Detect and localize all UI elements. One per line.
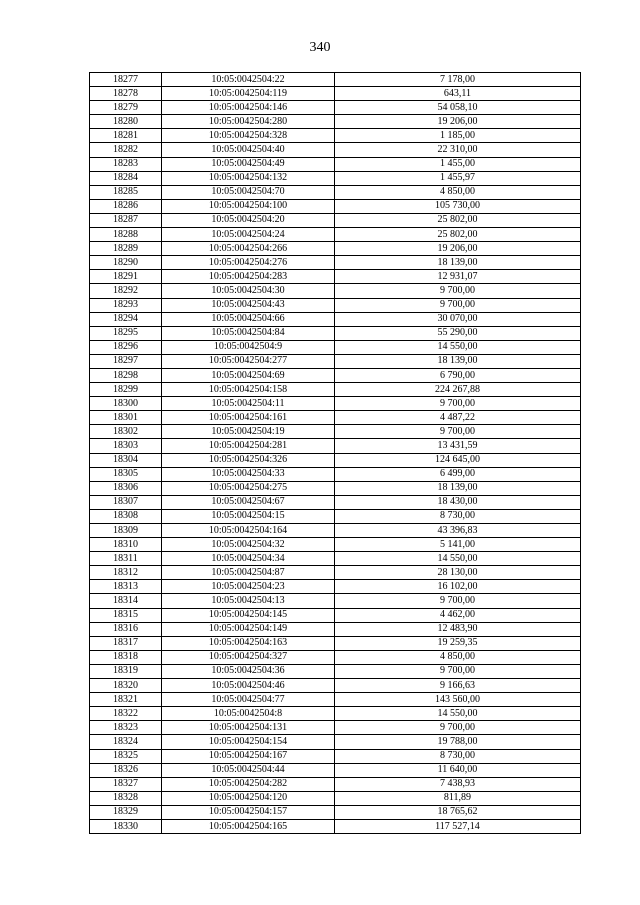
cadastral-number-cell: 10:05:0042504:43	[162, 298, 335, 312]
cadastral-number-cell: 10:05:0042504:120	[162, 791, 335, 805]
table-row	[90, 185, 581, 199]
cadastral-value-cell: 4 487,22	[335, 411, 581, 425]
cadastral-value-cell: 18 765,62	[335, 805, 581, 819]
table-body	[90, 73, 581, 834]
table-row	[90, 242, 581, 256]
row-number-cell: 18284	[90, 171, 162, 185]
cadastral-value-cell: 4 462,00	[335, 608, 581, 622]
page-number: 340	[309, 40, 331, 55]
table-row	[90, 397, 581, 411]
cadastral-value-cell: 4 850,00	[335, 650, 581, 664]
row-number-cell: 18328	[90, 791, 162, 805]
cadastral-number-cell: 10:05:0042504:131	[162, 721, 335, 735]
cadastral-value-cell: 12 483,90	[335, 622, 581, 636]
row-number-cell: 18279	[90, 101, 162, 115]
cadastral-value-cell: 7 438,93	[335, 777, 581, 791]
cadastral-number-cell: 10:05:0042504:283	[162, 270, 335, 284]
cadastral-number-cell: 10:05:0042504:158	[162, 383, 335, 397]
table-row	[90, 115, 581, 129]
cadastral-number-cell: 10:05:0042504:164	[162, 524, 335, 538]
table-row	[90, 354, 581, 368]
row-number-cell: 18311	[90, 552, 162, 566]
cadastral-value-cell: 18 139,00	[335, 481, 581, 495]
row-number-cell: 18329	[90, 805, 162, 819]
cadastral-value-cell: 224 267,88	[335, 383, 581, 397]
cadastral-value-cell: 1 185,00	[335, 129, 581, 143]
cadastral-value-cell: 19 788,00	[335, 735, 581, 749]
cadastral-number-cell: 10:05:0042504:87	[162, 566, 335, 580]
table-row	[90, 87, 581, 101]
cadastral-value-cell: 25 802,00	[335, 228, 581, 242]
cadastral-value-cell: 9 700,00	[335, 298, 581, 312]
cadastral-value-cell: 22 310,00	[335, 143, 581, 157]
cadastral-value-cell: 117 527,14	[335, 819, 581, 833]
table-row	[90, 566, 581, 580]
row-number-cell: 18303	[90, 439, 162, 453]
table-row	[90, 509, 581, 523]
table-row	[90, 679, 581, 693]
cadastral-value-cell: 1 455,97	[335, 171, 581, 185]
row-number-cell: 18314	[90, 594, 162, 608]
table-row	[90, 749, 581, 763]
cadastral-number-cell: 10:05:0042504:44	[162, 763, 335, 777]
cadastral-value-table	[89, 72, 581, 834]
row-number-cell: 18315	[90, 608, 162, 622]
row-number-cell: 18282	[90, 143, 162, 157]
row-number-cell: 18290	[90, 256, 162, 270]
row-number-cell: 18323	[90, 721, 162, 735]
row-number-cell: 18327	[90, 777, 162, 791]
table-row	[90, 270, 581, 284]
cadastral-number-cell: 10:05:0042504:282	[162, 777, 335, 791]
table-row	[90, 524, 581, 538]
table-row	[90, 495, 581, 509]
row-number-cell: 18291	[90, 270, 162, 284]
table-row	[90, 693, 581, 707]
table-row	[90, 636, 581, 650]
row-number-cell: 18325	[90, 749, 162, 763]
cadastral-number-cell: 10:05:0042504:67	[162, 495, 335, 509]
table-row	[90, 594, 581, 608]
cadastral-number-cell: 10:05:0042504:70	[162, 185, 335, 199]
table-row	[90, 538, 581, 552]
cadastral-number-cell: 10:05:0042504:69	[162, 368, 335, 382]
cadastral-number-cell: 10:05:0042504:276	[162, 256, 335, 270]
row-number-cell: 18313	[90, 580, 162, 594]
table-row	[90, 326, 581, 340]
cadastral-value-cell: 12 931,07	[335, 270, 581, 284]
cadastral-value-cell: 19 206,00	[335, 115, 581, 129]
table-row	[90, 383, 581, 397]
cadastral-number-cell: 10:05:0042504:266	[162, 242, 335, 256]
cadastral-value-cell: 14 550,00	[335, 340, 581, 354]
row-number-cell: 18281	[90, 129, 162, 143]
row-number-cell: 18316	[90, 622, 162, 636]
table-row	[90, 608, 581, 622]
cadastral-value-cell: 11 640,00	[335, 763, 581, 777]
cadastral-value-cell: 8 730,00	[335, 749, 581, 763]
cadastral-value-cell: 28 130,00	[335, 566, 581, 580]
table-row	[90, 256, 581, 270]
cadastral-value-cell: 4 850,00	[335, 185, 581, 199]
row-number-cell: 18321	[90, 693, 162, 707]
row-number-cell: 18298	[90, 368, 162, 382]
table-row	[90, 101, 581, 115]
cadastral-number-cell: 10:05:0042504:19	[162, 425, 335, 439]
row-number-cell: 18330	[90, 819, 162, 833]
table-row	[90, 213, 581, 227]
row-number-cell: 18312	[90, 566, 162, 580]
table-row	[90, 819, 581, 833]
table-row	[90, 777, 581, 791]
cadastral-number-cell: 10:05:0042504:154	[162, 735, 335, 749]
cadastral-value-cell: 105 730,00	[335, 199, 581, 213]
row-number-cell: 18285	[90, 185, 162, 199]
cadastral-value-cell: 16 102,00	[335, 580, 581, 594]
cadastral-number-cell: 10:05:0042504:328	[162, 129, 335, 143]
row-number-cell: 18306	[90, 481, 162, 495]
table-row	[90, 721, 581, 735]
table-row	[90, 199, 581, 213]
row-number-cell: 18318	[90, 650, 162, 664]
row-number-cell: 18278	[90, 87, 162, 101]
table-row	[90, 622, 581, 636]
table-row	[90, 735, 581, 749]
cadastral-number-cell: 10:05:0042504:165	[162, 819, 335, 833]
cadastral-number-cell: 10:05:0042504:145	[162, 608, 335, 622]
cadastral-value-cell: 19 206,00	[335, 242, 581, 256]
cadastral-value-cell: 143 560,00	[335, 693, 581, 707]
row-number-cell: 18302	[90, 425, 162, 439]
cadastral-number-cell: 10:05:0042504:20	[162, 213, 335, 227]
table-row	[90, 228, 581, 242]
row-number-cell: 18326	[90, 763, 162, 777]
cadastral-value-cell: 19 259,35	[335, 636, 581, 650]
cadastral-value-cell: 18 430,00	[335, 495, 581, 509]
row-number-cell: 18297	[90, 354, 162, 368]
cadastral-number-cell: 10:05:0042504:77	[162, 693, 335, 707]
cadastral-number-cell: 10:05:0042504:30	[162, 284, 335, 298]
cadastral-number-cell: 10:05:0042504:46	[162, 679, 335, 693]
cadastral-number-cell: 10:05:0042504:66	[162, 312, 335, 326]
cadastral-number-cell: 10:05:0042504:277	[162, 354, 335, 368]
cadastral-number-cell: 10:05:0042504:275	[162, 481, 335, 495]
cadastral-number-cell: 10:05:0042504:9	[162, 340, 335, 354]
table-row	[90, 284, 581, 298]
row-number-cell: 18289	[90, 242, 162, 256]
cadastral-value-cell: 643,11	[335, 87, 581, 101]
row-number-cell: 18288	[90, 228, 162, 242]
cadastral-number-cell: 10:05:0042504:132	[162, 171, 335, 185]
cadastral-number-cell: 10:05:0042504:84	[162, 326, 335, 340]
cadastral-value-cell: 30 070,00	[335, 312, 581, 326]
cadastral-number-cell: 10:05:0042504:15	[162, 509, 335, 523]
cadastral-value-cell: 9 700,00	[335, 425, 581, 439]
cadastral-value-cell: 55 290,00	[335, 326, 581, 340]
cadastral-number-cell: 10:05:0042504:100	[162, 199, 335, 213]
table-row	[90, 143, 581, 157]
table-row	[90, 312, 581, 326]
table-row	[90, 129, 581, 143]
row-number-cell: 18309	[90, 524, 162, 538]
table-row	[90, 368, 581, 382]
table-row	[90, 411, 581, 425]
cadastral-number-cell: 10:05:0042504:327	[162, 650, 335, 664]
cadastral-number-cell: 10:05:0042504:13	[162, 594, 335, 608]
row-number-cell: 18304	[90, 453, 162, 467]
table-row	[90, 171, 581, 185]
row-number-cell: 18324	[90, 735, 162, 749]
table-row	[90, 453, 581, 467]
cadastral-number-cell: 10:05:0042504:34	[162, 552, 335, 566]
table-row	[90, 707, 581, 721]
cadastral-value-cell: 8 730,00	[335, 509, 581, 523]
cadastral-value-cell: 9 700,00	[335, 594, 581, 608]
cadastral-number-cell: 10:05:0042504:36	[162, 664, 335, 678]
cadastral-value-cell: 25 802,00	[335, 213, 581, 227]
row-number-cell: 18296	[90, 340, 162, 354]
row-number-cell: 18295	[90, 326, 162, 340]
table-row	[90, 481, 581, 495]
cadastral-number-cell: 10:05:0042504:49	[162, 157, 335, 171]
cadastral-value-cell: 9 700,00	[335, 397, 581, 411]
row-number-cell: 18305	[90, 467, 162, 481]
row-number-cell: 18277	[90, 73, 162, 87]
cadastral-number-cell: 10:05:0042504:40	[162, 143, 335, 157]
table-row	[90, 340, 581, 354]
row-number-cell: 18319	[90, 664, 162, 678]
cadastral-number-cell: 10:05:0042504:280	[162, 115, 335, 129]
row-number-cell: 18300	[90, 397, 162, 411]
cadastral-number-cell: 10:05:0042504:167	[162, 749, 335, 763]
cadastral-number-cell: 10:05:0042504:146	[162, 101, 335, 115]
cadastral-value-cell: 6 790,00	[335, 368, 581, 382]
cadastral-value-cell: 14 550,00	[335, 552, 581, 566]
row-number-cell: 18310	[90, 538, 162, 552]
row-number-cell: 18293	[90, 298, 162, 312]
row-number-cell: 18280	[90, 115, 162, 129]
cadastral-value-cell: 43 396,83	[335, 524, 581, 538]
cadastral-number-cell: 10:05:0042504:32	[162, 538, 335, 552]
cadastral-value-cell: 6 499,00	[335, 467, 581, 481]
table-row	[90, 552, 581, 566]
cadastral-number-cell: 10:05:0042504:161	[162, 411, 335, 425]
row-number-cell: 18301	[90, 411, 162, 425]
table-row	[90, 763, 581, 777]
row-number-cell: 18283	[90, 157, 162, 171]
table-row	[90, 467, 581, 481]
row-number-cell: 18299	[90, 383, 162, 397]
cadastral-value-cell: 18 139,00	[335, 256, 581, 270]
cadastral-value-cell: 54 058,10	[335, 101, 581, 115]
cadastral-value-cell: 18 139,00	[335, 354, 581, 368]
cadastral-value-cell: 13 431,59	[335, 439, 581, 453]
cadastral-number-cell: 10:05:0042504:149	[162, 622, 335, 636]
cadastral-value-cell: 1 455,00	[335, 157, 581, 171]
row-number-cell: 18286	[90, 199, 162, 213]
cadastral-value-cell: 9 700,00	[335, 721, 581, 735]
row-number-cell: 18294	[90, 312, 162, 326]
cadastral-value-cell: 9 700,00	[335, 284, 581, 298]
cadastral-value-cell: 5 141,00	[335, 538, 581, 552]
cadastral-number-cell: 10:05:0042504:163	[162, 636, 335, 650]
row-number-cell: 18292	[90, 284, 162, 298]
cadastral-number-cell: 10:05:0042504:33	[162, 467, 335, 481]
table-row	[90, 425, 581, 439]
cadastral-value-cell: 124 645,00	[335, 453, 581, 467]
table-row	[90, 791, 581, 805]
cadastral-number-cell: 10:05:0042504:23	[162, 580, 335, 594]
cadastral-value-cell: 14 550,00	[335, 707, 581, 721]
table-row	[90, 157, 581, 171]
table-row	[90, 73, 581, 87]
cadastral-number-cell: 10:05:0042504:11	[162, 397, 335, 411]
cadastral-value-cell: 811,89	[335, 791, 581, 805]
cadastral-value-cell: 7 178,00	[335, 73, 581, 87]
row-number-cell: 18320	[90, 679, 162, 693]
table-row	[90, 664, 581, 678]
table-row	[90, 580, 581, 594]
cadastral-number-cell: 10:05:0042504:24	[162, 228, 335, 242]
row-number-cell: 18317	[90, 636, 162, 650]
cadastral-number-cell: 10:05:0042504:8	[162, 707, 335, 721]
table-row	[90, 439, 581, 453]
table-row	[90, 298, 581, 312]
cadastral-value-cell: 9 166,63	[335, 679, 581, 693]
cadastral-number-cell: 10:05:0042504:119	[162, 87, 335, 101]
cadastral-number-cell: 10:05:0042504:157	[162, 805, 335, 819]
cadastral-number-cell: 10:05:0042504:281	[162, 439, 335, 453]
row-number-cell: 18287	[90, 213, 162, 227]
row-number-cell: 18307	[90, 495, 162, 509]
cadastral-value-cell: 9 700,00	[335, 664, 581, 678]
cadastral-number-cell: 10:05:0042504:22	[162, 73, 335, 87]
row-number-cell: 18322	[90, 707, 162, 721]
table-row	[90, 805, 581, 819]
cadastral-number-cell: 10:05:0042504:326	[162, 453, 335, 467]
row-number-cell: 18308	[90, 509, 162, 523]
table-row	[90, 650, 581, 664]
